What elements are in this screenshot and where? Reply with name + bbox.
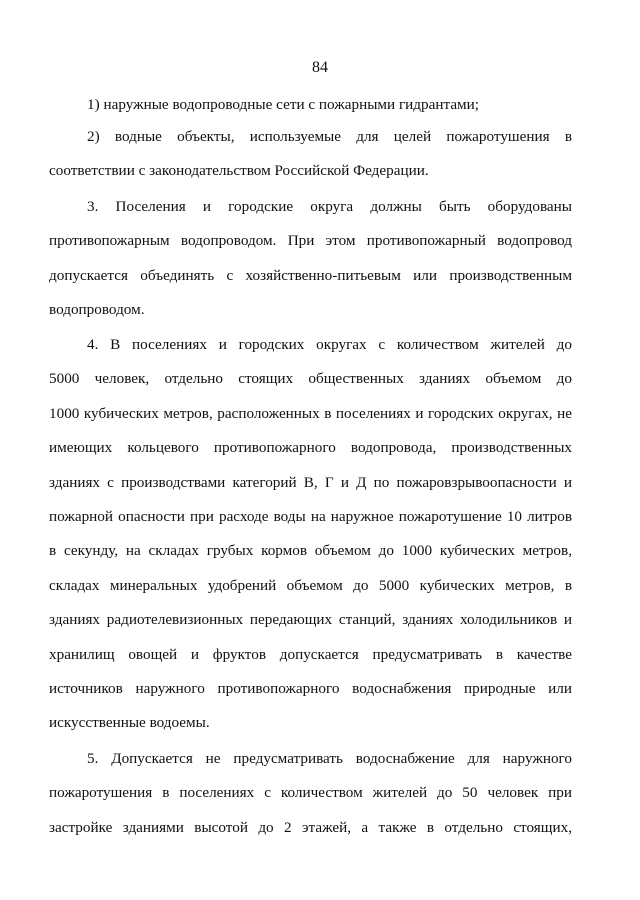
text-line: имеющих кольцевого противопожарного водопровода, производственных — [49, 439, 572, 457]
text-line: искусственные водоемы. — [49, 714, 210, 732]
text-line: 3. Поселения и городские округа должны быть оборудованы — [87, 198, 572, 215]
text-line: пожарной опасности при расходе воды на наружное пожаротушение 10 литров — [49, 507, 572, 525]
text-line: источников наружного противопожарного водоснабжения природные или — [49, 679, 572, 697]
paragraph-item-1 — [49, 88, 572, 122]
text-line: 1000 кубических метров, расположенных в поселениях и городских округах, не — [49, 404, 572, 422]
paragraph-item-2 — [49, 120, 572, 189]
text-line: 5. Допускается не предусматривать водоснабжение для наружного — [87, 750, 572, 767]
text-line: соответствии с законодательством Российской Федерации. — [49, 162, 429, 180]
paragraph-item-3 — [49, 190, 572, 328]
text-line: складах минеральных удобрений объемом до 5000 кубических метров, в — [49, 576, 572, 594]
text-line: хранилищ овощей и фруктов допускается предусматривать в качестве — [49, 645, 572, 663]
text-line: 5000 человек, отдельно стоящих общественных зданиях объемом до — [49, 370, 572, 388]
page-number: 84 — [312, 59, 328, 76]
text-line: пожаротушения в поселениях с количеством жителей до 50 человек при — [49, 784, 572, 802]
text-line: застройке зданиями высотой до 2 этажей, а также в отдельно стоящих, — [49, 818, 572, 836]
text-line: в секунду, на складах грубых кормов объемом до 1000 кубических метров, — [49, 542, 572, 560]
text-line: 1) наружные водопроводные сети с пожарными гидрантами; — [87, 96, 480, 113]
text-line: зданиях радиотелевизионных передающих станций, зданиях холодильников и — [49, 611, 572, 629]
paragraph-item-5 — [49, 742, 572, 845]
text-line: зданиях с производствами категорий В, Г и Д по пожаровзрывоопасности и — [49, 473, 572, 491]
text-line: водопроводом. — [49, 301, 145, 319]
text-line: 2) водные объекты, используемые для целей пожаротушения в — [87, 128, 572, 145]
paragraph-item-4 — [49, 328, 572, 741]
text-line: противопожарным водопроводом. При этом противопожарный водопровод — [49, 232, 572, 250]
text-line: допускается объединять с хозяйственно-питьевым или производственным — [49, 266, 572, 284]
text-line: 4. В поселениях и городских округах с количеством жителей до — [87, 336, 572, 353]
